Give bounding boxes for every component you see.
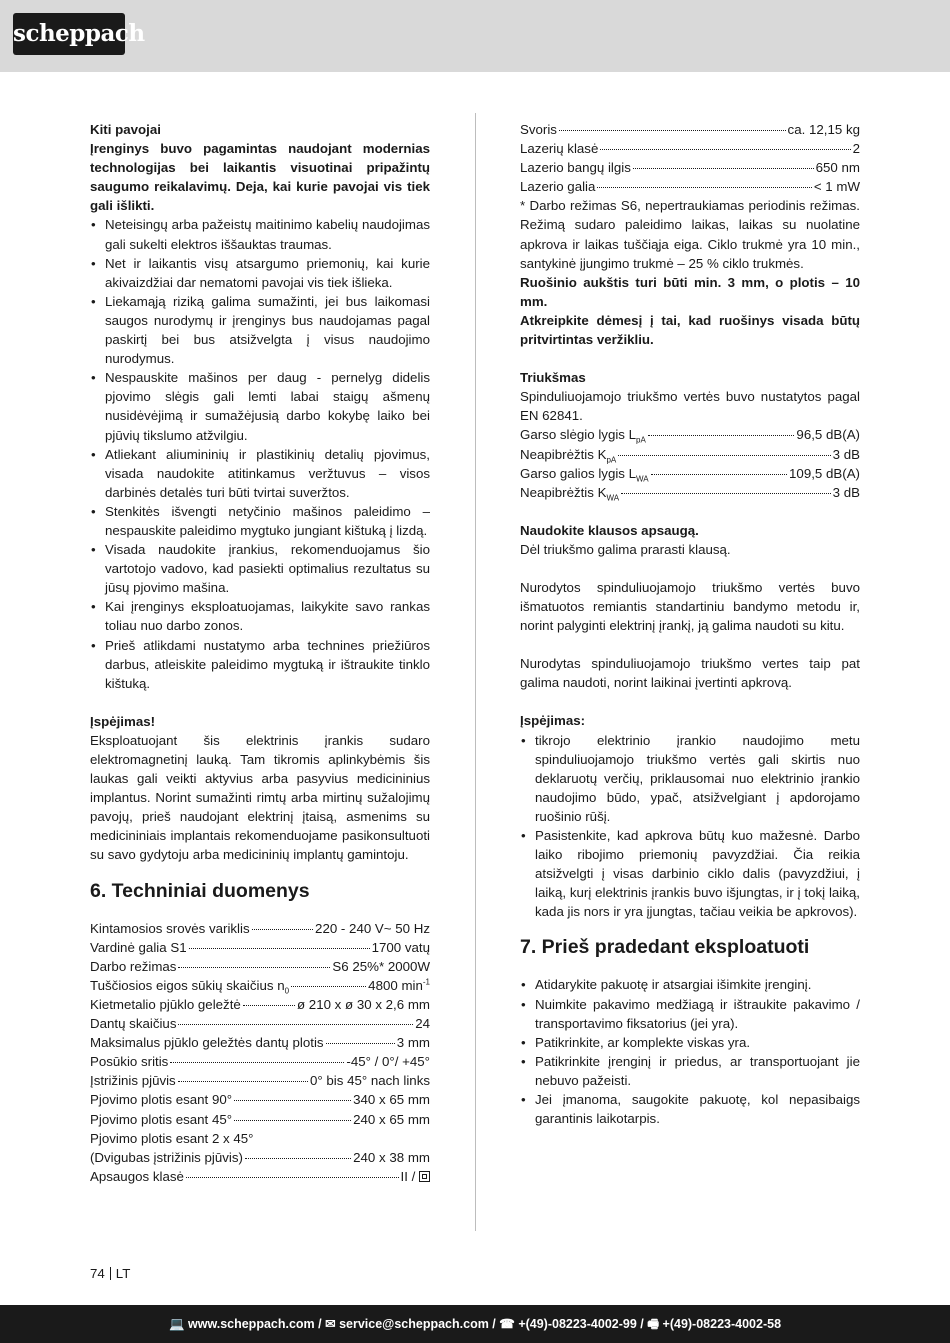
noise-title: Triukšmas <box>520 370 586 386</box>
footer-email: service@scheppach.com <box>339 1317 489 1331</box>
computer-icon: 💻 <box>168 1317 185 1331</box>
noise-row: Garso slėgio lygis $L_{pA}$ 96,5 dB(A) <box>520 427 860 446</box>
warning-text: Eksploatuojant šis elektrinis įrankis sudaro elektromagnetinį lauką. Tam tikromis aplinkybėmis šis laukas gali veikti aktyvius arba pasyvius medicininius implantus. Norint sumažinti rimtų arba mirtinų sužalojimų pavojų, prieš naudojant elektrinį įtaisą, asmenims su medicininiais implantais rekomenduojame pasikonsultuoti su savo gydytoju arba medicininių implantų gamintoju. <box>90 732 430 863</box>
spec-row: Pjovimo plotis esant 45° 240 x 65 mm <box>90 1111 430 1127</box>
list-item: • Net ir laikantis visų atsargumo priemonių, kai kurie akivaizdžiai dar nematomi pavojai vis tiek išlieka. <box>90 254 430 292</box>
list-item: • Prieš atlikdami nustatymo arba technines priežiūros darbus, atleiskite paleidimo mygtuką ir ištraukite tinklo kištuką. <box>90 636 430 693</box>
list-item: • Jei įmanoma, saugokite pakuotę, kol nepasibaigs garantinis laikotarpis. <box>520 1090 860 1128</box>
noise-intro: Spinduliuojamojo triukšmo vertės buvo nustatytos pagal EN 62841. <box>520 389 860 424</box>
scheppach-logo: scheppach <box>13 13 125 55</box>
spec-row: Įstrižinis pjūvis 0° bis 45° nach links <box>90 1073 430 1089</box>
warning-title: Įspėjimas: <box>520 713 586 729</box>
tech-specs-list <box>90 919 430 1186</box>
section-7-title: 7. Prieš pradedant eksploatuoti <box>520 936 810 959</box>
spec-row: Lazerio bangų ilgis 650 nm <box>520 160 860 176</box>
list-item: • Neteisingų arba pažeistų maitinimo kabelių naudojimas gali sukelti elektros iššauktas traumas. <box>90 215 430 253</box>
email-icon: ✉ <box>325 1317 336 1331</box>
list-item: • Stenkitės išvengti netyčinio mašinos paleidimo – nespauskite paleidimo mygtuko jungiant kištuką į lizdą. <box>90 502 430 540</box>
left-column <box>90 120 430 1186</box>
noise-row: Garso galios lygis $L_{WA}$ 109,5 dB(A) <box>520 465 860 484</box>
page-footer: 💻 www.scheppach.com / ✉ service@scheppach.com / ☎ +(49)-08223-4002-99 / 🖷 +(49)-08223-4002-58 <box>0 1305 950 1343</box>
s6-note: * Darbo režimas S6, nepertraukiamas periodinis režimas. Režimą sudaro paleidimo laikas, laikas su nuolatine apkrova ir laikas tuščiąja eiga. Ciklo trukmė yra 10 min., santykinė įjungimo trukmė – 25 % ciklo trukmės. <box>520 198 860 271</box>
risks-list <box>90 215 430 692</box>
spec-row: Dantų skaičius 24 <box>90 1016 430 1032</box>
page-header <box>0 0 950 72</box>
spec-row: Tuščiosios eigos sūkių skaičius $n_0$ 4800 $\min^{-1}$ <box>90 977 430 996</box>
list-item: • Visada naudokite įrankius, rekomenduojamus šio vartotojo vadovo, kad pasiekti optimalius rezultatus su jūsų pjovimo mašina. <box>90 540 430 597</box>
list-item: • Atliekant aliumininių ir plastikinių detalių pjovimus, visada naudokite atitinkamus veržtuvus – visos darbinės detalės turi būti tvirtai suveržtos. <box>90 445 430 502</box>
warnings-list <box>520 731 860 922</box>
column-divider <box>475 113 476 1231</box>
workpiece-note: Ruošinio aukštis turi būti min. 3 mm, o plotis – 10 mm. <box>520 274 860 309</box>
spec-row: Apsaugos klasė II / <box>90 1167 430 1186</box>
list-item: • tikrojo elektrinio įrankio naudojimo metu spinduliuojamojo triukšmo vertės gali skirtis nuo deklaruotų verčių, priklausomai nuo elektrinio įrankio naudojimo būdo, ypač, atsižvelgiant į apdorojamo ruošinio rūšį. <box>520 731 860 826</box>
list-item: • Pasistenkite, kad apkrova būtų kuo mažesnė. Darbo laiko ribojimo priemonių pavyzdžiai. Čia reikia atsižvelgti į visas darbinio ciklo dalis (pavyzdžiui, į laiką, kurį elektrinis įrankis buvo išjungtas, ir į tokį laiką, kada jis nors ir yra įjungtas, tačiau veikia be apkrovos). <box>520 826 860 921</box>
hearing-text: Dėl triukšmo galima prarasti klausą. <box>520 541 731 557</box>
page-number: 74 LT <box>90 1266 131 1281</box>
list-item: • Patikrinkite įrenginį ir priedus, ar transportuojant jie nebuvo pažeisti. <box>520 1052 860 1090</box>
noise-paragraph: Nurodytos spinduliuojamojo triukšmo vertės buvo išmatuotos remiantis standartiniu bandymo metodu ir, norint palyginti elektrinį įrankį, ją galima naudoti su kitu. <box>520 579 860 634</box>
steps-list <box>520 975 860 1128</box>
spec-row: Lazerių klasė 2 <box>520 141 860 157</box>
footer-phone: +(49)-08223-4002-99 <box>518 1317 637 1331</box>
spec-row: Posūkio sritis -45° / 0°/ +45° <box>90 1054 430 1070</box>
fax-icon: 🖷 <box>647 1317 660 1331</box>
risks-intro: Įrenginys buvo pagamintas naudojant modernias technologijas bei laikantis visuotinai pripažintų saugumo reikalavimų. Deja, kai kurie pavojai vis tiek gali išlikti. <box>90 141 430 214</box>
list-item: • Atidarykite pakuotę ir atsargiai išimkite įrenginį. <box>520 975 860 994</box>
list-item: • Nespauskite mašinos per daug - pernelyg didelis pjovimo slėgis gali lemti labai staigų ašmenų nusidėvėjimą ir sumažėjusią darbo kokybę laiko bei pjūvių tikslumo atžvilgiu. <box>90 368 430 444</box>
list-item: • Patikrinkite, ar komplekte viskas yra. <box>520 1033 860 1052</box>
protection-class-icon <box>419 1171 430 1182</box>
noise-paragraph: Nurodytas spinduliuojamojo triukšmo vertes taip pat galima naudoti, norint laikinai įvertinti apkrovą. <box>520 656 860 691</box>
spec-row: Kintamosios srovės variklis 220 - 240 V~ 50 Hz <box>90 920 430 936</box>
risks-title: Kiti pavojai <box>90 122 161 137</box>
noise-row: Neapibrėžtis $K_{pA}$ 3 dB <box>520 446 860 465</box>
warning-title: Įspėjimas! <box>90 713 156 729</box>
spec-row: Darbo režimas S6 25%* 2000W <box>90 958 430 974</box>
right-column <box>520 120 860 1128</box>
spec-row: Maksimalus pjūklo geležtės dantų plotis 3 mm <box>90 1035 430 1051</box>
spec-row: Lazerio galia < 1 mW <box>520 179 860 195</box>
spec-row: (Dvigubas įstrižinis pjūvis) 240 x 38 mm <box>90 1149 430 1165</box>
spec-row: Pjovimo plotis esant 90° 340 x 65 mm <box>90 1092 430 1108</box>
hearing-title: Naudokite klausos apsaugą. <box>520 522 699 538</box>
phone-icon: ☎ <box>499 1317 515 1331</box>
spec-row: Svoris ca. 12,15 kg <box>520 122 860 137</box>
spec-row: Vardinė galia S1 1700 vatų <box>90 939 430 955</box>
noise-row: Neapibrėžtis $K_{WA}$ 3 dB <box>520 484 860 503</box>
spec-row: Kietmetalio pjūklo geležtė ø 210 x ø 30 x 2,6 mm <box>90 996 430 1012</box>
list-item: • Nuimkite pakavimo medžiagą ir ištraukite pakavimo / transportavimo fiksatorius (jei yra). <box>520 995 860 1033</box>
section-6-title: 6. Techniniai duomenys <box>90 879 310 902</box>
footer-fax: +(49)-08223-4002-58 <box>662 1317 782 1331</box>
clamp-note: Atkreipkite dėmesį į tai, kad ruošinys visada būtų pritvirtintas veržikliu. <box>520 312 860 348</box>
list-item: • Liekamąją riziką galima sumažinti, jei bus laikomasi saugos nurodymų ir įrenginys bus naudojamas pagal paskirtį bei bus atsižvelgta į visus naudojimo nurodymus. <box>90 292 430 368</box>
spec-label: Pjovimo plotis esant 2 x 45° <box>90 1130 254 1146</box>
footer-web: www.scheppach.com <box>188 1317 315 1331</box>
list-item: • Kai įrenginys eksploatuojamas, laikykite savo rankas toliau nuo darbo zonos. <box>90 597 430 635</box>
